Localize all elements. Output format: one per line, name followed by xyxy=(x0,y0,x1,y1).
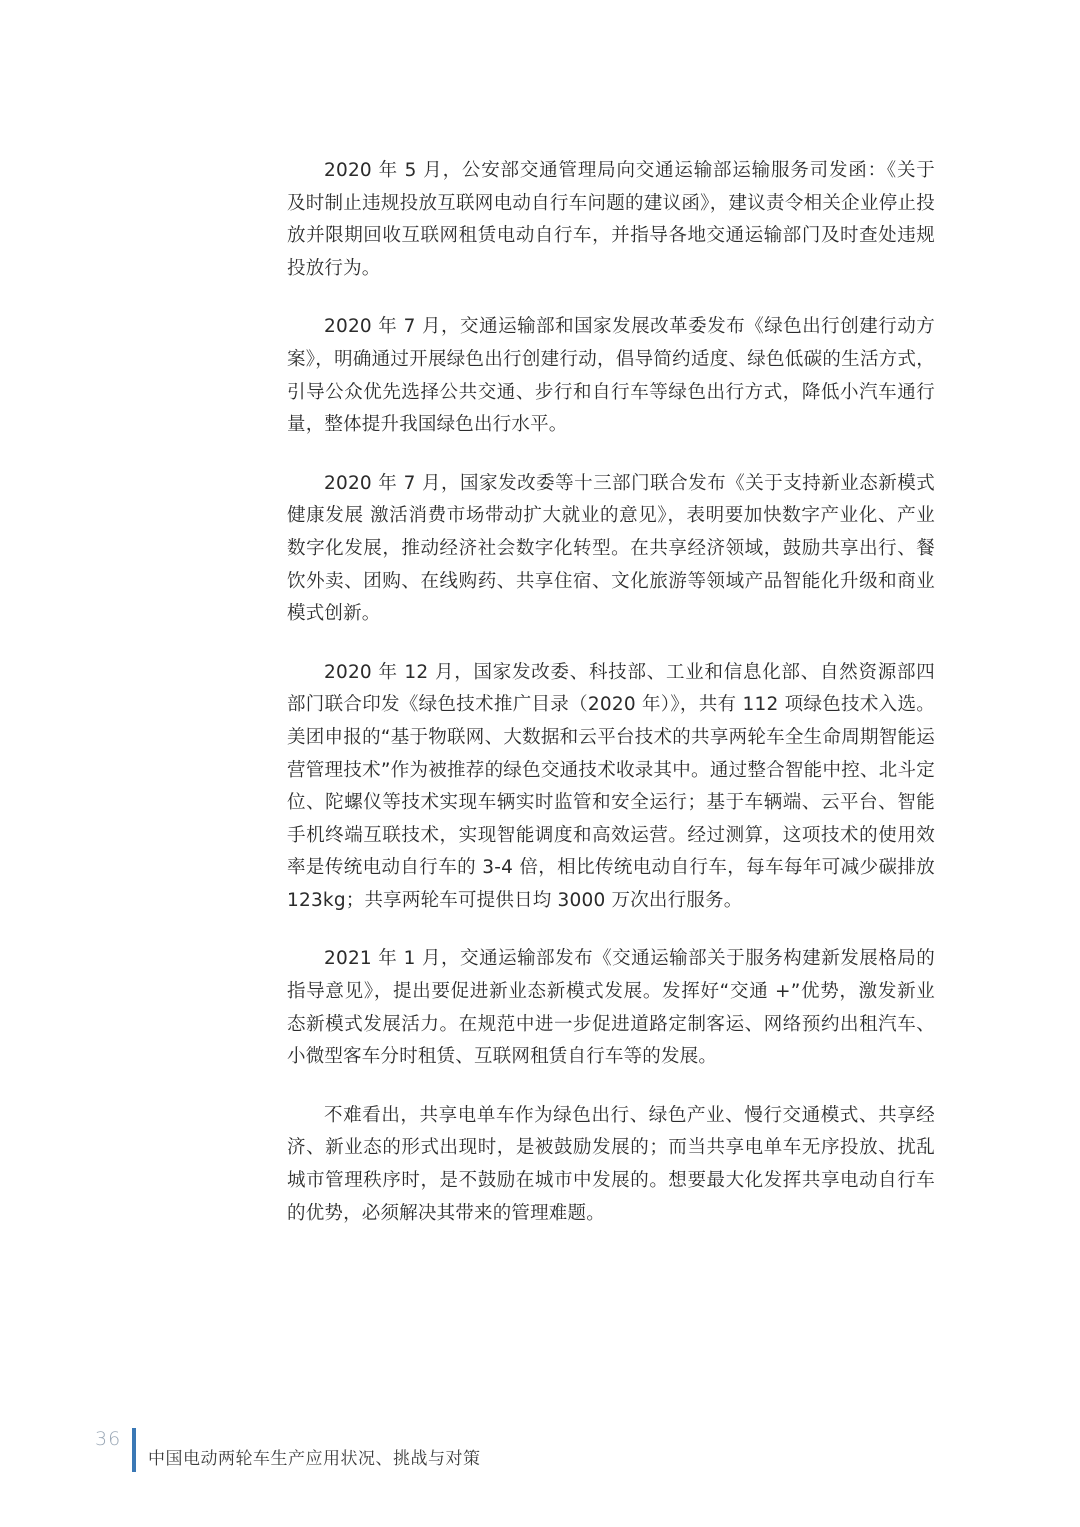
paragraph: 2020 年 7 月，国家发改委等十三部门联合发布《关于支持新业态新模式健康发展 激活消费市场带动扩大就业的意见》，表明要加快数字产业化、产业数字化发展，推动经济社会数字化转型。在共享经济领域，鼓励共享出行、餐饮外卖、团购、在线购药、共享住宿、文化旅游等领域产品智能化升级和商业模式创新。 xyxy=(287,472,935,625)
paragraph: 2021 年 1 月，交通运输部发布《交通运输部关于服务构建新发展格局的指导意见》，提出要促进新业态新模式发展。发挥好“交通 +”优势，激发新业态新模式发展活力。在规范中进一步促进道路定制客运、网络预约出租汽车、小微型客车分时租赁、互联网租赁自行车等的发展。 xyxy=(287,948,935,1068)
paragraph: 2020 年 5 月，公安部交通管理局向交通运输部运输服务司发函：《关于及时制止违规投放互联网电动自行车问题的建议函》，建议责令相关企业停止投放并限期回收互联网租赁电动自行车，并指导各地交通运输部门及时查处违规投放行为。 xyxy=(287,160,935,279)
paragraph: 2020 年 12 月，国家发改委、科技部、工业和信息化部、自然资源部四部门联合印发《绿色技术推广目录（2020 年）》，共有 112 项绿色技术入选。美团申报的“基于物联网、大数据和云平台技术的共享两轮车全生命周期智能运营管理技术”作为被推荐的绿色交通技术收录其中。通过整合智能中控、北斗定位、陀螺仪等技术实现车辆实时监管和安全运行；基于车辆端、云平台、智能手机终端互联技术，实现智能调度和高效运营。经过测算，这项技术的使用效率是传统电动自行车的 3-4 倍，相比传统电动自行车，每车每年可减少碳排放 123kg；共享两轮车可提供日均 3000 万次出行服务。 xyxy=(287,661,935,911)
page-number: 36 xyxy=(95,1428,122,1450)
footer-title: 中国电动两轮车生产应用状况、挑战与对策 xyxy=(148,1449,481,1469)
page-footer xyxy=(95,1428,695,1474)
footer-divider xyxy=(132,1428,136,1472)
paragraph: 不难看出，共享电单车作为绿色出行、绿色产业、慢行交通模式、共享经济、新业态的形式出现时，是被鼓励发展的；而当共享电单车无序投放、扰乱城市管理秩序时，是不鼓励在城市中发展的。想要最大化发挥共享电动自行车的优势，必须解决其带来的管理难题。 xyxy=(287,1104,935,1224)
paragraph: 2020 年 7 月，交通运输部和国家发展改革委发布《绿色出行创建行动方案》，明确通过开展绿色出行创建行动，倡导简约适度、绿色低碳的生活方式，引导公众优先选择公共交通、步行和自行车等绿色出行方式，降低小汽车通行量，整体提升我国绿色出行水平。 xyxy=(287,316,935,436)
body-text xyxy=(287,155,935,1256)
